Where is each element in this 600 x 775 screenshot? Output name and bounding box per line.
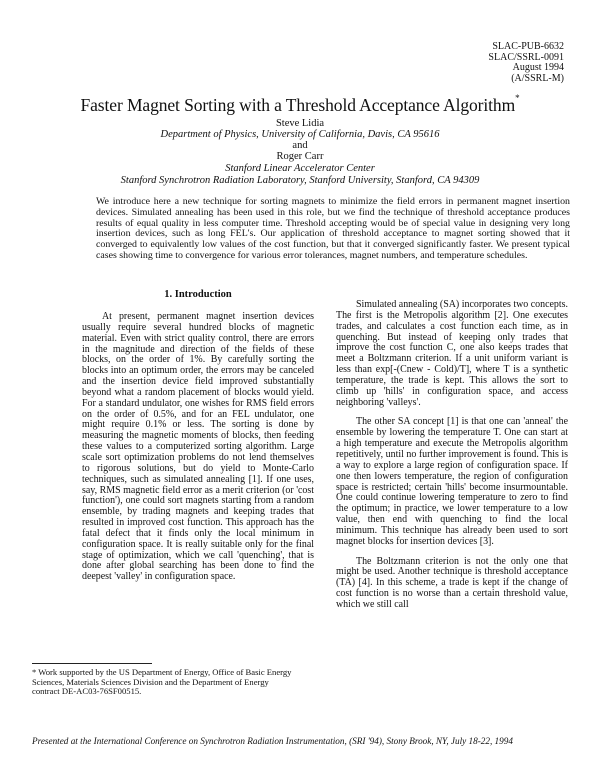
report-date: August 1994 [512, 62, 564, 73]
left-column [82, 312, 314, 583]
footnote: * Work supported by the US Department of Energy, Office of Basic Energy Sciences, Materials Sciences Division and the Department of Energy contract DE-AC03-76SF00515. [32, 667, 292, 697]
body-paragraph: Simulated annealing (SA) incorporates two concepts. The first is the Metropolis algorithm [2]. One executes trades, and calculates a cost function each time, as in quenching. But instead of keeping only trades that improve the cost function C, one also keeps trades that meet a Boltzmann criterion. If a unit uniform variant is less than exp[-(Cnew - Cold)/T], where T is a synthetic temperature, the trade is kept. This allows the sort to climb up 'hills' in configuration space, and access neighboring 'valleys'. [336, 299, 568, 408]
paper-title [0, 95, 600, 116]
title-footnote-mark: * [515, 93, 520, 103]
title-text: Faster Magnet Sorting with a Threshold Acceptance Algorithm [80, 95, 516, 115]
author-name: Steve Lidia [275, 118, 325, 129]
body-paragraph: The other SA concept [1] is that one can 'anneal' the ensemble by lowering the temperature T. One can start at a high temperature and execute the Metropolis algorithm repetitively, until no further improvement is found. This is a way to explore a large region of configuration space. If one then lowers temperature, the region of configuration space is restricted; certain 'hills' become insurmountable. One could continue lowering temperature to zero to find the optimum; in practice, we lower temperature to a low value, then end with quenching to find the local minimum. This technique has already been used to sort magnet blocks for insertion devices [3]. [336, 416, 568, 547]
footnote-divider [32, 663, 152, 664]
right-column [336, 300, 568, 611]
author-affiliation-extra: Stanford Synchrotron Radiation Laboratory, Stanford University, Stanford, CA 94309 [120, 175, 480, 186]
abstract: We introduce here a new technique for sorting magnets to minimize the field errors in permanent magnet insertion devices. Simulated annealing has been used in this role, but we find the technique of threshold acceptance produces results of equal quality in less computer time. Threshold accepting would be of special value in designing very long insertion devices, such as long FEL's. Our application of threshold acceptance to magnet sorting showed that it converged to equivalently low values of the cost function, but that it converged significantly faster. We present typical cases showing time to convergence for various error tolerances, magnet numbers, and temperature schedules. [96, 196, 570, 261]
report-number: SLAC-PUB-6632 [492, 41, 564, 52]
author-conjunction: and [292, 140, 308, 151]
report-code: (A/SSRL-M) [511, 72, 564, 84]
body-paragraph: The Boltzmann criterion is not the only one that might be used. Another technique is threshold acceptance (TA) [4]. In this scheme, a trade is kept if the change of cost function is no worse than a certain threshold value, which we still call [336, 555, 568, 610]
section-heading: 1. Introduction [164, 289, 232, 300]
author-name: Roger Carr [276, 151, 324, 162]
author-affiliation: Department of Physics, University of California, Davis, CA 95616 [160, 129, 440, 140]
body-paragraph: At present, permanent magnet insertion devices usually require several hundred blocks of magnetic material. Even with strict quality control, there are errors in the magnitude and direction of the fields of these blocks, on the order of 1%. By carefully sorting the blocks into an optimum order, the errors may be canceled and the insertion device field improved substantially beyond what a random placement of blocks would yield. For a standard undulator, one wishes for RMS field errors on the order of 0.5%, and for an FEL undulator, one might require 0.1% or less. The sorting is done by measuring the magnetic moments of blocks, then feeding these values to a computerized sorting algorithm. Large scale sort optimization problems do not lend themselves to rigorous solutions, but do yield to Monte-Carlo techniques, such as simulated annealing [1]. If one uses, say, RMS magnetic field error as a merit criterion (or 'cost function'), one could sort magnets starting from a random ensemble, by trading magnets and keeping trades that resulted in improved cost function. This approach has the fatal defect that it finds only the local minimum in configuration space. It is really suitable only for the final stage of optimization, which we call 'quenching', that is done after global searching has been done to find the deepest 'valley' in configuration space. [82, 311, 314, 583]
report-number-block [488, 42, 564, 84]
presented-at-line: Presented at the International Conference on Synchrotron Radiation Instrumentation, (SRI '94), Stony Brook, NY, July 18-22, 1994 [32, 736, 513, 746]
report-number: SLAC/SSRL-0091 [488, 51, 564, 63]
author-affiliation: Stanford Linear Accelerator Center [225, 163, 375, 174]
